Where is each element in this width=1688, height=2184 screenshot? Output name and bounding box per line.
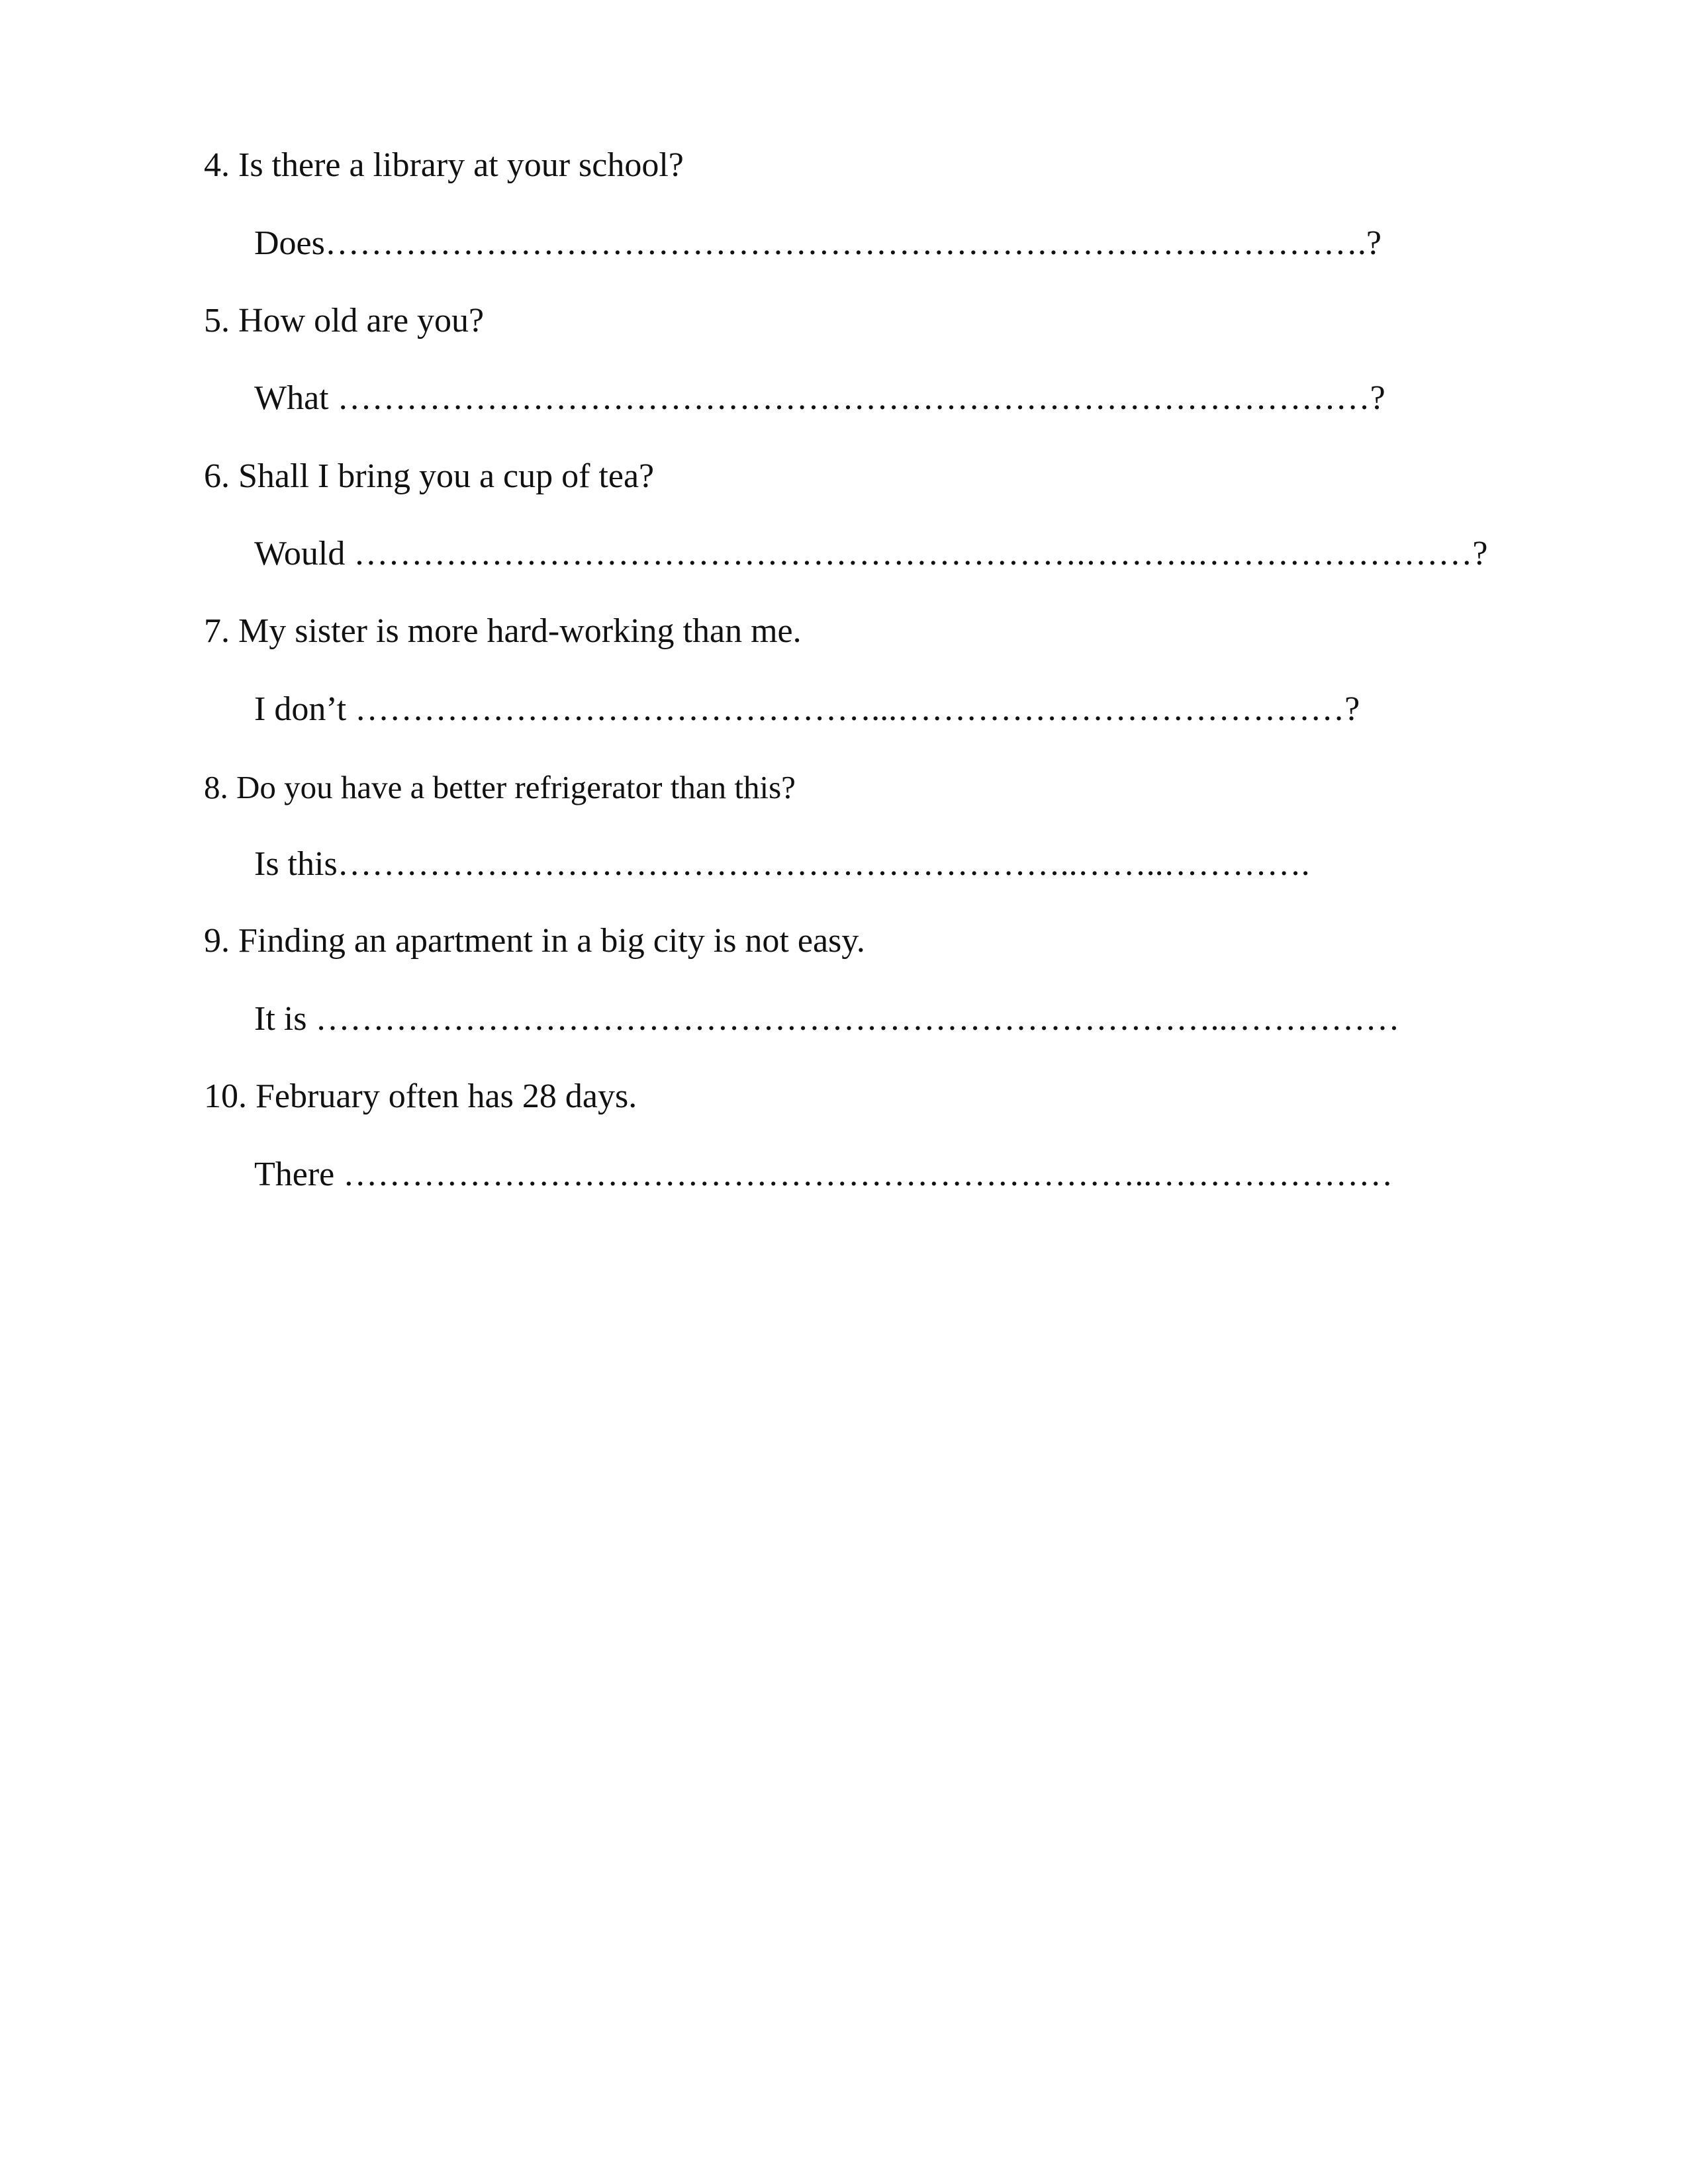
answer-line-4: Does……………………………………………………………………………….?	[254, 224, 1382, 262]
answer-line-6: Would ……………………………………………………….……….……………………?	[254, 535, 1488, 572]
question-8: 8. Do you have a better refrigerator than this?	[204, 769, 796, 805]
question-4: 4. Is there a library at your school?	[204, 146, 684, 184]
answer-line-10: There ……………………………………………………………..…………………	[254, 1156, 1393, 1193]
question-6: 6. Shall I bring you a cup of tea?	[204, 457, 655, 495]
answer-line-7: I don’t ………………………………………...…………………………………?	[254, 690, 1360, 728]
answer-line-5: What ………………………………………………………………………………?	[254, 379, 1385, 417]
question-10: 10. February often has 28 days.	[204, 1077, 637, 1115]
answer-line-9: It is ……………………………………………………………………..……………	[254, 1000, 1400, 1038]
question-7: 7. My sister is more hard-working than me.	[204, 612, 802, 650]
answer-line-8: Is this………………………………………………………..……..………….	[254, 845, 1310, 883]
question-9: 9. Finding an apartment in a big city is not easy.	[204, 922, 865, 960]
question-5: 5. How old are you?	[204, 302, 485, 340]
